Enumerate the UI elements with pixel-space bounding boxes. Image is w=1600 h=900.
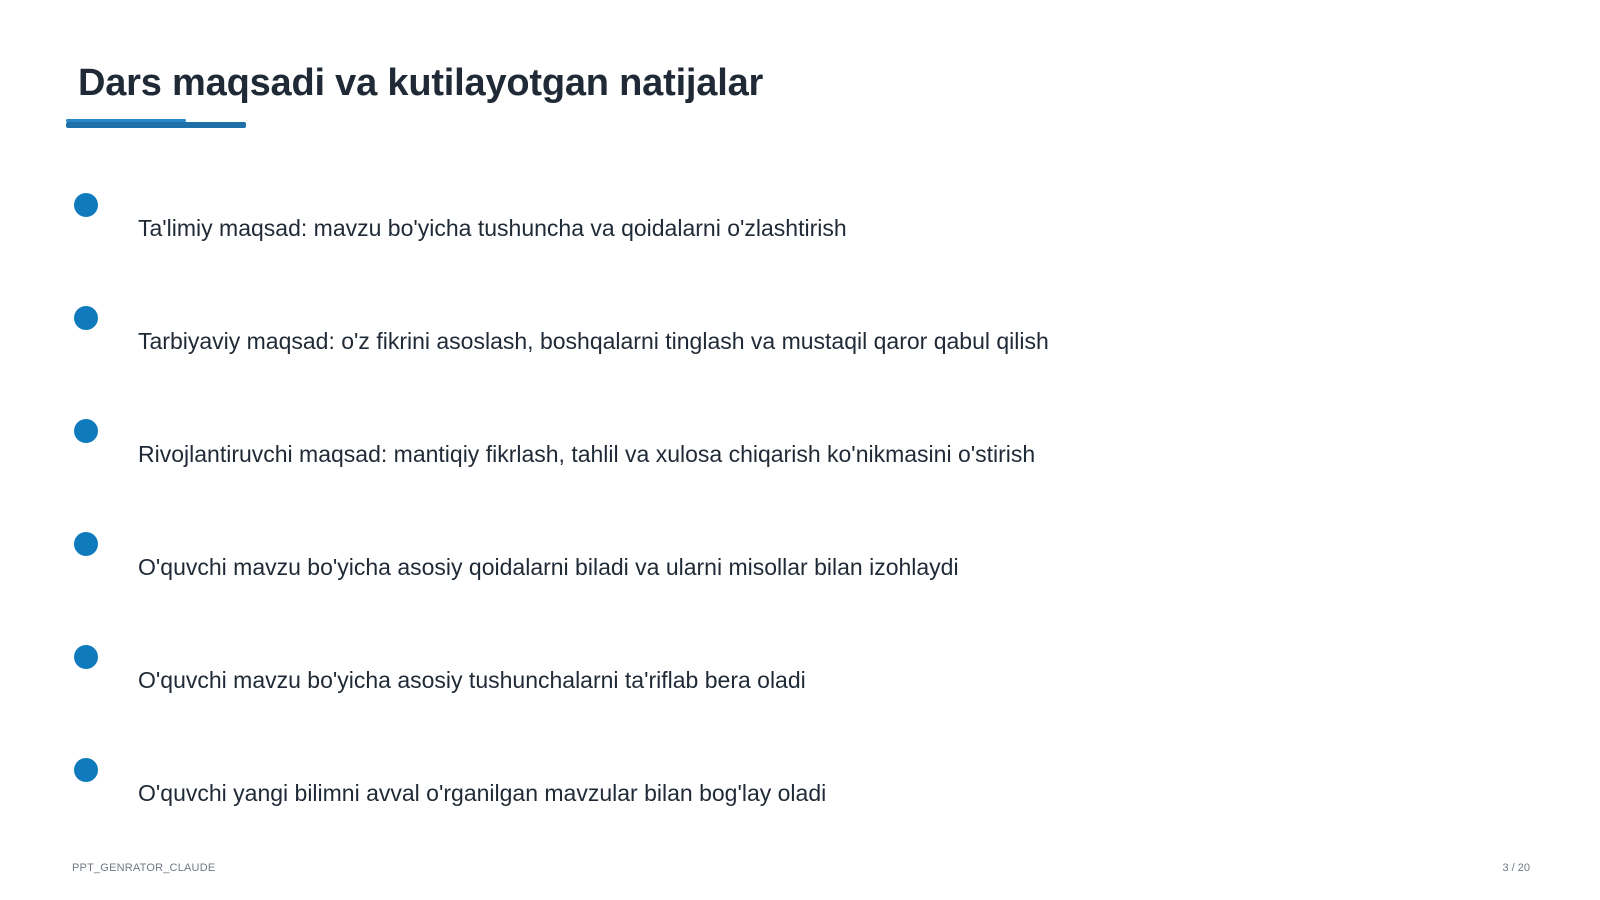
bullet-dot-icon: [74, 193, 98, 217]
bullet-dot-icon: [74, 645, 98, 669]
bullet-text: Tarbiyaviy maqsad: o'z fikrini asoslash, boshqalarni tinglash va mustaqil qaror qabul qilish: [138, 328, 1049, 354]
bullet-dot-icon: [74, 306, 98, 330]
bullet-item: [0, 306, 1600, 366]
bullet-dot-icon: [74, 419, 98, 443]
bullet-dot-icon: [74, 532, 98, 556]
bullet-item: [0, 532, 1600, 592]
footer-label: PPT_GENRATOR_CLAUDE: [72, 862, 216, 874]
bullet-dot-icon: [74, 758, 98, 782]
bullet-item: [0, 758, 1600, 818]
bullet-text: O'quvchi yangi bilimni avval o'rganilgan mavzular bilan bog'lay oladi: [138, 780, 827, 806]
bullet-item: [0, 645, 1600, 705]
bullet-text: Rivojlantiruvchi maqsad: mantiqiy fikrlash, tahlil va xulosa chiqarish ko'nikmasini o'stirish: [138, 441, 1036, 467]
slide-title: Dars maqsadi va kutilayotgan natijalar: [78, 62, 764, 104]
bullet-text: Ta'limiy maqsad: mavzu bo'yicha tushuncha va qoidalarni o'zlashtirish: [138, 215, 847, 241]
bullet-text: O'quvchi mavzu bo'yicha asosiy tushunchalarni ta'riflab bera oladi: [138, 667, 806, 693]
bullet-item: [0, 193, 1600, 253]
page-number: 3 / 20: [1502, 862, 1530, 874]
bullet-item: [0, 419, 1600, 479]
bullet-text: O'quvchi mavzu bo'yicha asosiy qoidalarni biladi va ularni misollar bilan izohlaydi: [138, 554, 959, 580]
